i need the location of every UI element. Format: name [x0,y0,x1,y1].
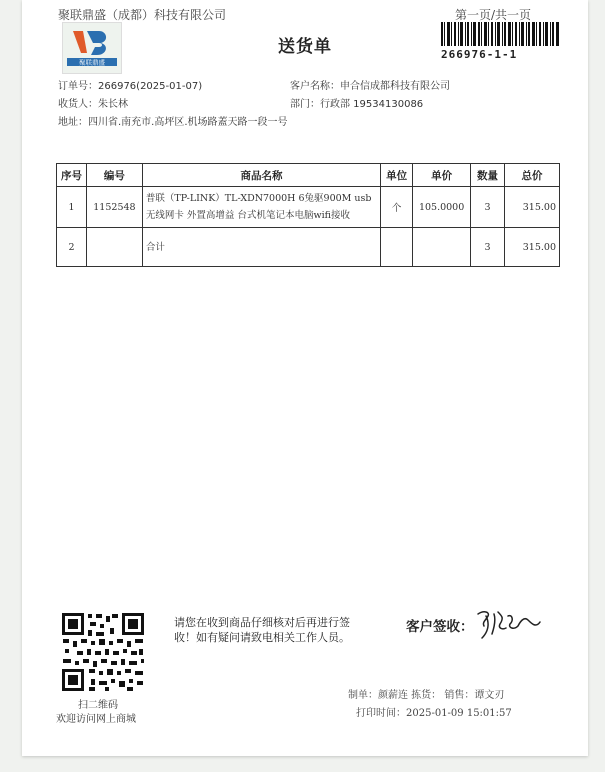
cell-qty: 3 [471,187,505,228]
cell-product-name: 合计 [142,228,380,267]
delivery-note-sheet [22,0,588,756]
notice-line: 请您在收到商品仔细核对后再进行签 [174,616,350,629]
cell-code [86,228,142,267]
cell-code: 1152548 [86,187,142,228]
company-name: 聚联鼎盛（成都）科技有限公司 [58,8,227,22]
barcode-icon [441,22,559,46]
svg-text:聚联鼎盛: 聚联鼎盛 [79,58,105,67]
product-name-line: 普联（TP-LINK）TL-XDN7000H 6兔驱900M usb [145,193,372,204]
table-row [57,228,560,267]
qr-caption-store: 欢迎访问网上商城 [56,714,136,725]
order-number: 订单号：266976(2025-01-07) [58,81,203,92]
department: 部门：行政部 19534130086 [290,99,424,110]
cell-seq: 2 [57,228,87,267]
company-logo [62,22,122,74]
cell-unit: 个 [381,187,413,228]
cell-qty: 3 [471,228,505,267]
staff-line: 制单：颜薪连 拣货： 销售：谭文刃 [348,690,505,701]
product-name-line: 无线网卡 外置高增益 台式机笔记本电脑wifi接收 [145,210,350,221]
cell-product-name [142,187,380,228]
customer-signature-label: 客户签收： [406,619,474,635]
cell-price [413,228,471,267]
cell-seq: 1 [57,187,87,228]
qr-code-icon [60,611,146,693]
barcode-number: 266976-1-1 [441,48,518,61]
table-header-row [57,164,560,187]
cell-total: 315.00 [505,187,560,228]
cell-price: 105.0000 [413,187,471,228]
page-title: 送货单 [278,37,332,57]
cell-total: 315.00 [505,228,560,267]
page-indicator: 第一页/共一页 [455,8,532,22]
header-qty: 数量 [471,164,505,187]
receiver: 收货人：朱长林 [58,99,128,110]
header-seq: 序号 [57,164,87,187]
cell-unit [381,228,413,267]
notice-line: 收！如有疑问请致电相关工作人员。 [174,631,350,644]
print-time: 打印时间：2025-01-09 15:01:57 [356,708,512,719]
notice-text [174,615,350,645]
qr-caption: 扫二维码 [78,700,118,711]
items-table [56,163,560,267]
header-code: 编号 [86,164,142,187]
handwritten-signature [474,606,544,640]
table-row [57,187,560,228]
header-price: 单价 [413,164,471,187]
header-product-name: 商品名称 [142,164,380,187]
customer-name: 客户名称：申合信成都科技有限公司 [290,81,450,92]
address: 地址：四川省.南充市.高坪区.机场路蓋天路一段一号 [58,117,288,128]
header-unit: 单位 [381,164,413,187]
header-total: 总价 [505,164,560,187]
